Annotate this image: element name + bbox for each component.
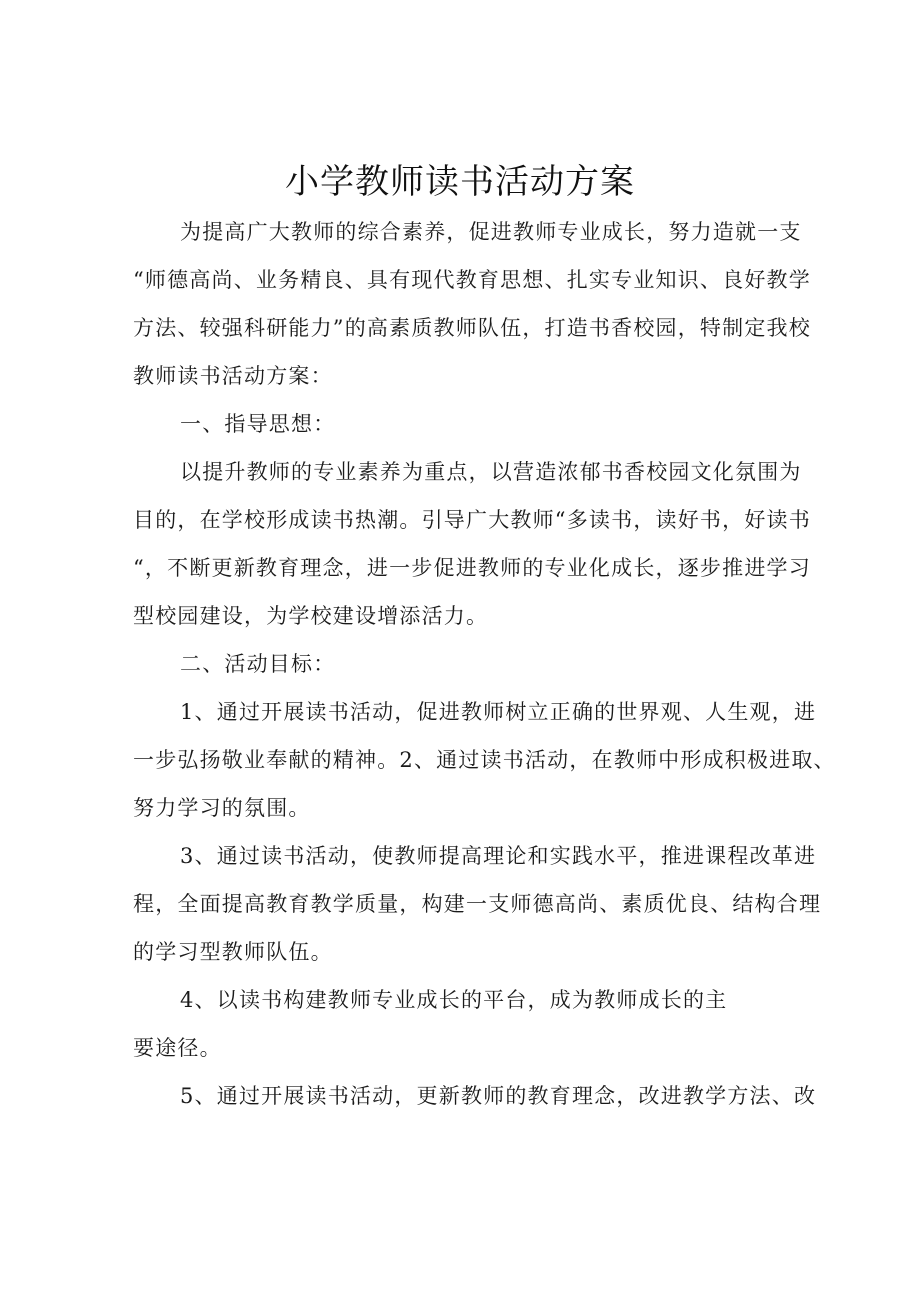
paragraph-line: 的学习型教师队伍。 bbox=[133, 940, 333, 964]
paragraph-line: 一步弘扬敬业奉献的精神。2、通过读书活动，在教师中形成积极进取、 bbox=[133, 748, 836, 772]
paragraph-line: 目的，在学校形成读书热潮。引导广大教师“多读书，读好书，好读书 bbox=[133, 508, 811, 532]
paragraph-line: 1、通过开展读书活动，促进教师树立正确的世界观、人生观，进 bbox=[180, 700, 817, 724]
section-heading-goals: 二、活动目标： bbox=[180, 652, 336, 676]
paragraph-line: 以提升教师的专业素养为重点，以营造浓郁书香校园文化氛围为 bbox=[180, 460, 802, 484]
paragraph-line: 3、通过读书活动，使教师提高理论和实践水平，推进课程改革进 bbox=[180, 844, 817, 868]
paragraph-line: 教师读书活动方案： bbox=[133, 364, 333, 388]
paragraph-line: “师德高尚、业务精良、具有现代教育思想、扎实专业知识、良好教学 bbox=[133, 268, 811, 292]
paragraph-line: “，不断更新教育理念，进一步促进教师的专业化成长，逐步推进学习 bbox=[133, 556, 811, 580]
section-heading-guiding-thought: 一、指导思想： bbox=[180, 412, 336, 436]
document-title: 小学教师读书活动方案 bbox=[285, 162, 635, 202]
paragraph-line: 为提高广大教师的综合素养，促进教师专业成长，努力造就一支 bbox=[180, 220, 802, 244]
paragraph-line: 方法、较强科研能力”的高素质教师队伍，打造书香校园，特制定我校 bbox=[133, 316, 811, 340]
paragraph-line: 程，全面提高教育教学质量，构建一支师德高尚、素质优良、结构合理 bbox=[133, 892, 822, 916]
paragraph-line: 5、通过开展读书活动，更新教师的教育理念，改进教学方法、改 bbox=[180, 1084, 817, 1108]
paragraph-line: 型校园建设，为学校建设增添活力。 bbox=[133, 604, 489, 628]
paragraph-line: 努力学习的氛围。 bbox=[133, 796, 311, 820]
paragraph-line: 要途径。 bbox=[133, 1036, 222, 1060]
paragraph-line: 4、以读书构建教师专业成长的平台，成为教师成长的主 bbox=[180, 988, 728, 1012]
